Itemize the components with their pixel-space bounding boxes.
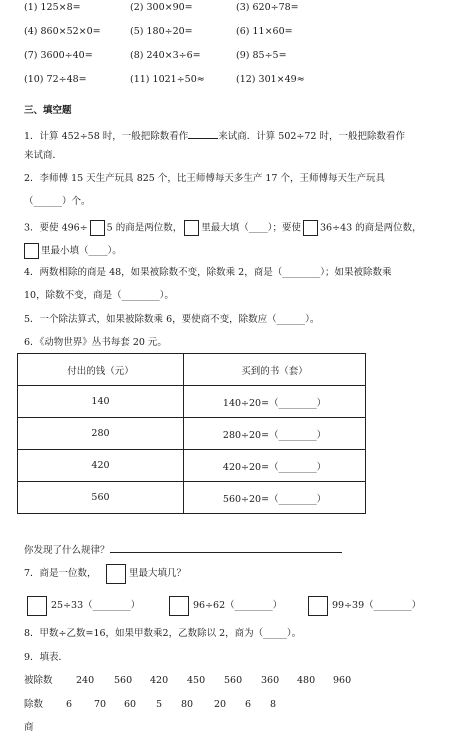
q3-box-2[interactable]	[184, 220, 199, 236]
q5-text: 5．一个除法算式，如果被除数乘 6，要使商不变，除数应（______）。	[24, 314, 320, 325]
calc-item: (2) 300×90=	[130, 2, 193, 13]
q9-cell: 5	[156, 699, 163, 710]
calc-item: (6) 11×60=	[236, 26, 293, 37]
q3-text-a: 3．要使 496÷	[24, 222, 88, 234]
q9-cell: 450	[187, 675, 206, 686]
calc-item: (10) 72÷48=	[24, 74, 87, 85]
q1-text-a: 1．计算 452÷58 时，一般把除数看作	[24, 131, 189, 142]
q9-cell: 20	[214, 699, 227, 710]
q9-cell: 6	[66, 699, 73, 710]
q3-text-d: 36÷43 的商是两位数，	[320, 222, 422, 234]
q9-cell: 560	[224, 675, 243, 686]
q1-text-c: 来试商．	[24, 150, 63, 161]
q9-cell: 6	[245, 699, 252, 710]
q3-box-3[interactable]	[303, 220, 318, 236]
table-cell: 560	[18, 482, 184, 514]
q7-text-b: 里最大填几？	[129, 568, 187, 579]
q9-row-label: 商	[24, 722, 34, 733]
q9-cell: 480	[297, 675, 316, 686]
q4-text-a: 4．两数相除的商是 48，如果被除数不变，除数乘 2，商是（________）；如果被除数乘	[24, 267, 392, 278]
section-heading: 三、填空题	[24, 105, 72, 116]
q4-text-b: 10，除数不变，商是（________）。	[24, 290, 174, 301]
table-cell[interactable]: 560÷20=（________）	[184, 482, 366, 514]
q6-text: 6．《动物世界》丛书每套 20 元。	[24, 337, 167, 348]
q2-text-b: （______）个。	[24, 196, 91, 207]
calc-item: (5) 180÷20=	[130, 26, 193, 37]
q2-text-a: 2．李师傅 15 天生产玩具 825 个，比王师傅每天多生产 17 个，王师傅每天生产玩具	[24, 173, 385, 184]
q9-cell: 80	[181, 699, 194, 710]
q3-text-c: 里最大填（____）；要使	[201, 222, 302, 234]
q3-text-e: 里最小填（____）。	[41, 245, 122, 257]
q8-text: 8．甲数÷乙数=16，如果甲数乘2，乙数除以 2，商为（_____）。	[24, 628, 302, 639]
q7-box[interactable]	[106, 564, 126, 584]
q7-item-box[interactable]	[27, 596, 47, 616]
table-row	[18, 418, 366, 450]
table-cell[interactable]: 140÷20=（________）	[184, 386, 366, 418]
q3-box-4[interactable]	[24, 243, 39, 259]
calc-item: (12) 301×49≈	[236, 74, 305, 85]
q9-cell: 60	[124, 699, 137, 710]
table-row	[18, 482, 366, 514]
calc-item: (9) 85÷5=	[236, 50, 287, 61]
q9-row-label: 被除数	[24, 675, 53, 686]
money-books-table	[17, 353, 366, 514]
question-3-cont	[24, 243, 122, 259]
q9-cell: 960	[333, 675, 352, 686]
calc-item: (3) 620÷78=	[236, 2, 299, 13]
table-cell: 140	[18, 386, 184, 418]
q9-row-label: 除数	[24, 699, 44, 710]
question-3	[24, 220, 422, 236]
q9-cell: 360	[261, 675, 280, 686]
q1-blank-1[interactable]	[188, 127, 218, 139]
calc-item: (1) 125×8=	[24, 2, 81, 13]
q9-cell: 420	[150, 675, 169, 686]
rule-answer-line[interactable]	[110, 541, 342, 553]
q9-title: 9．填表．	[24, 652, 69, 663]
q1-text-b: 来试商．计算 502÷72 时，一般把除数看作	[218, 131, 405, 142]
q3-box-1[interactable]	[90, 220, 105, 236]
table-cell: 280	[18, 418, 184, 450]
q7-item: 99÷39（________）	[332, 600, 422, 611]
q7-text-a: 7．商是一位数，	[24, 568, 97, 579]
calc-item: (7) 3600÷40=	[24, 50, 93, 61]
calc-item: (8) 240×3÷6=	[130, 50, 201, 61]
calc-item: (11) 1021÷50≈	[130, 74, 205, 85]
q9-cell: 70	[94, 699, 107, 710]
table-cell: 420	[18, 450, 184, 482]
table-row	[18, 450, 366, 482]
q7-item-box[interactable]	[169, 596, 189, 616]
q3-text-b: 5 的商是两位数，	[106, 222, 183, 234]
rule-question	[24, 541, 342, 557]
table-header-row	[18, 354, 366, 386]
table-cell[interactable]: 280÷20=（________）	[184, 418, 366, 450]
q9-cell: 240	[76, 675, 95, 686]
calc-item: (4) 860×52×0=	[24, 26, 101, 37]
question-1	[24, 127, 405, 143]
q9-cell: 560	[114, 675, 133, 686]
table-cell[interactable]: 420÷20=（________）	[184, 450, 366, 482]
rule-question-text: 你发现了什么规律？	[24, 545, 110, 556]
table-header: 付出的钱（元）	[18, 354, 184, 386]
q9-cell: 8	[270, 699, 277, 710]
table-row	[18, 386, 366, 418]
q7-item: 25÷33（________）	[51, 600, 141, 611]
table-header: 买到的书（套）	[184, 354, 366, 386]
q7-item: 96÷62（________）	[193, 600, 283, 611]
q7-item-box[interactable]	[308, 596, 328, 616]
